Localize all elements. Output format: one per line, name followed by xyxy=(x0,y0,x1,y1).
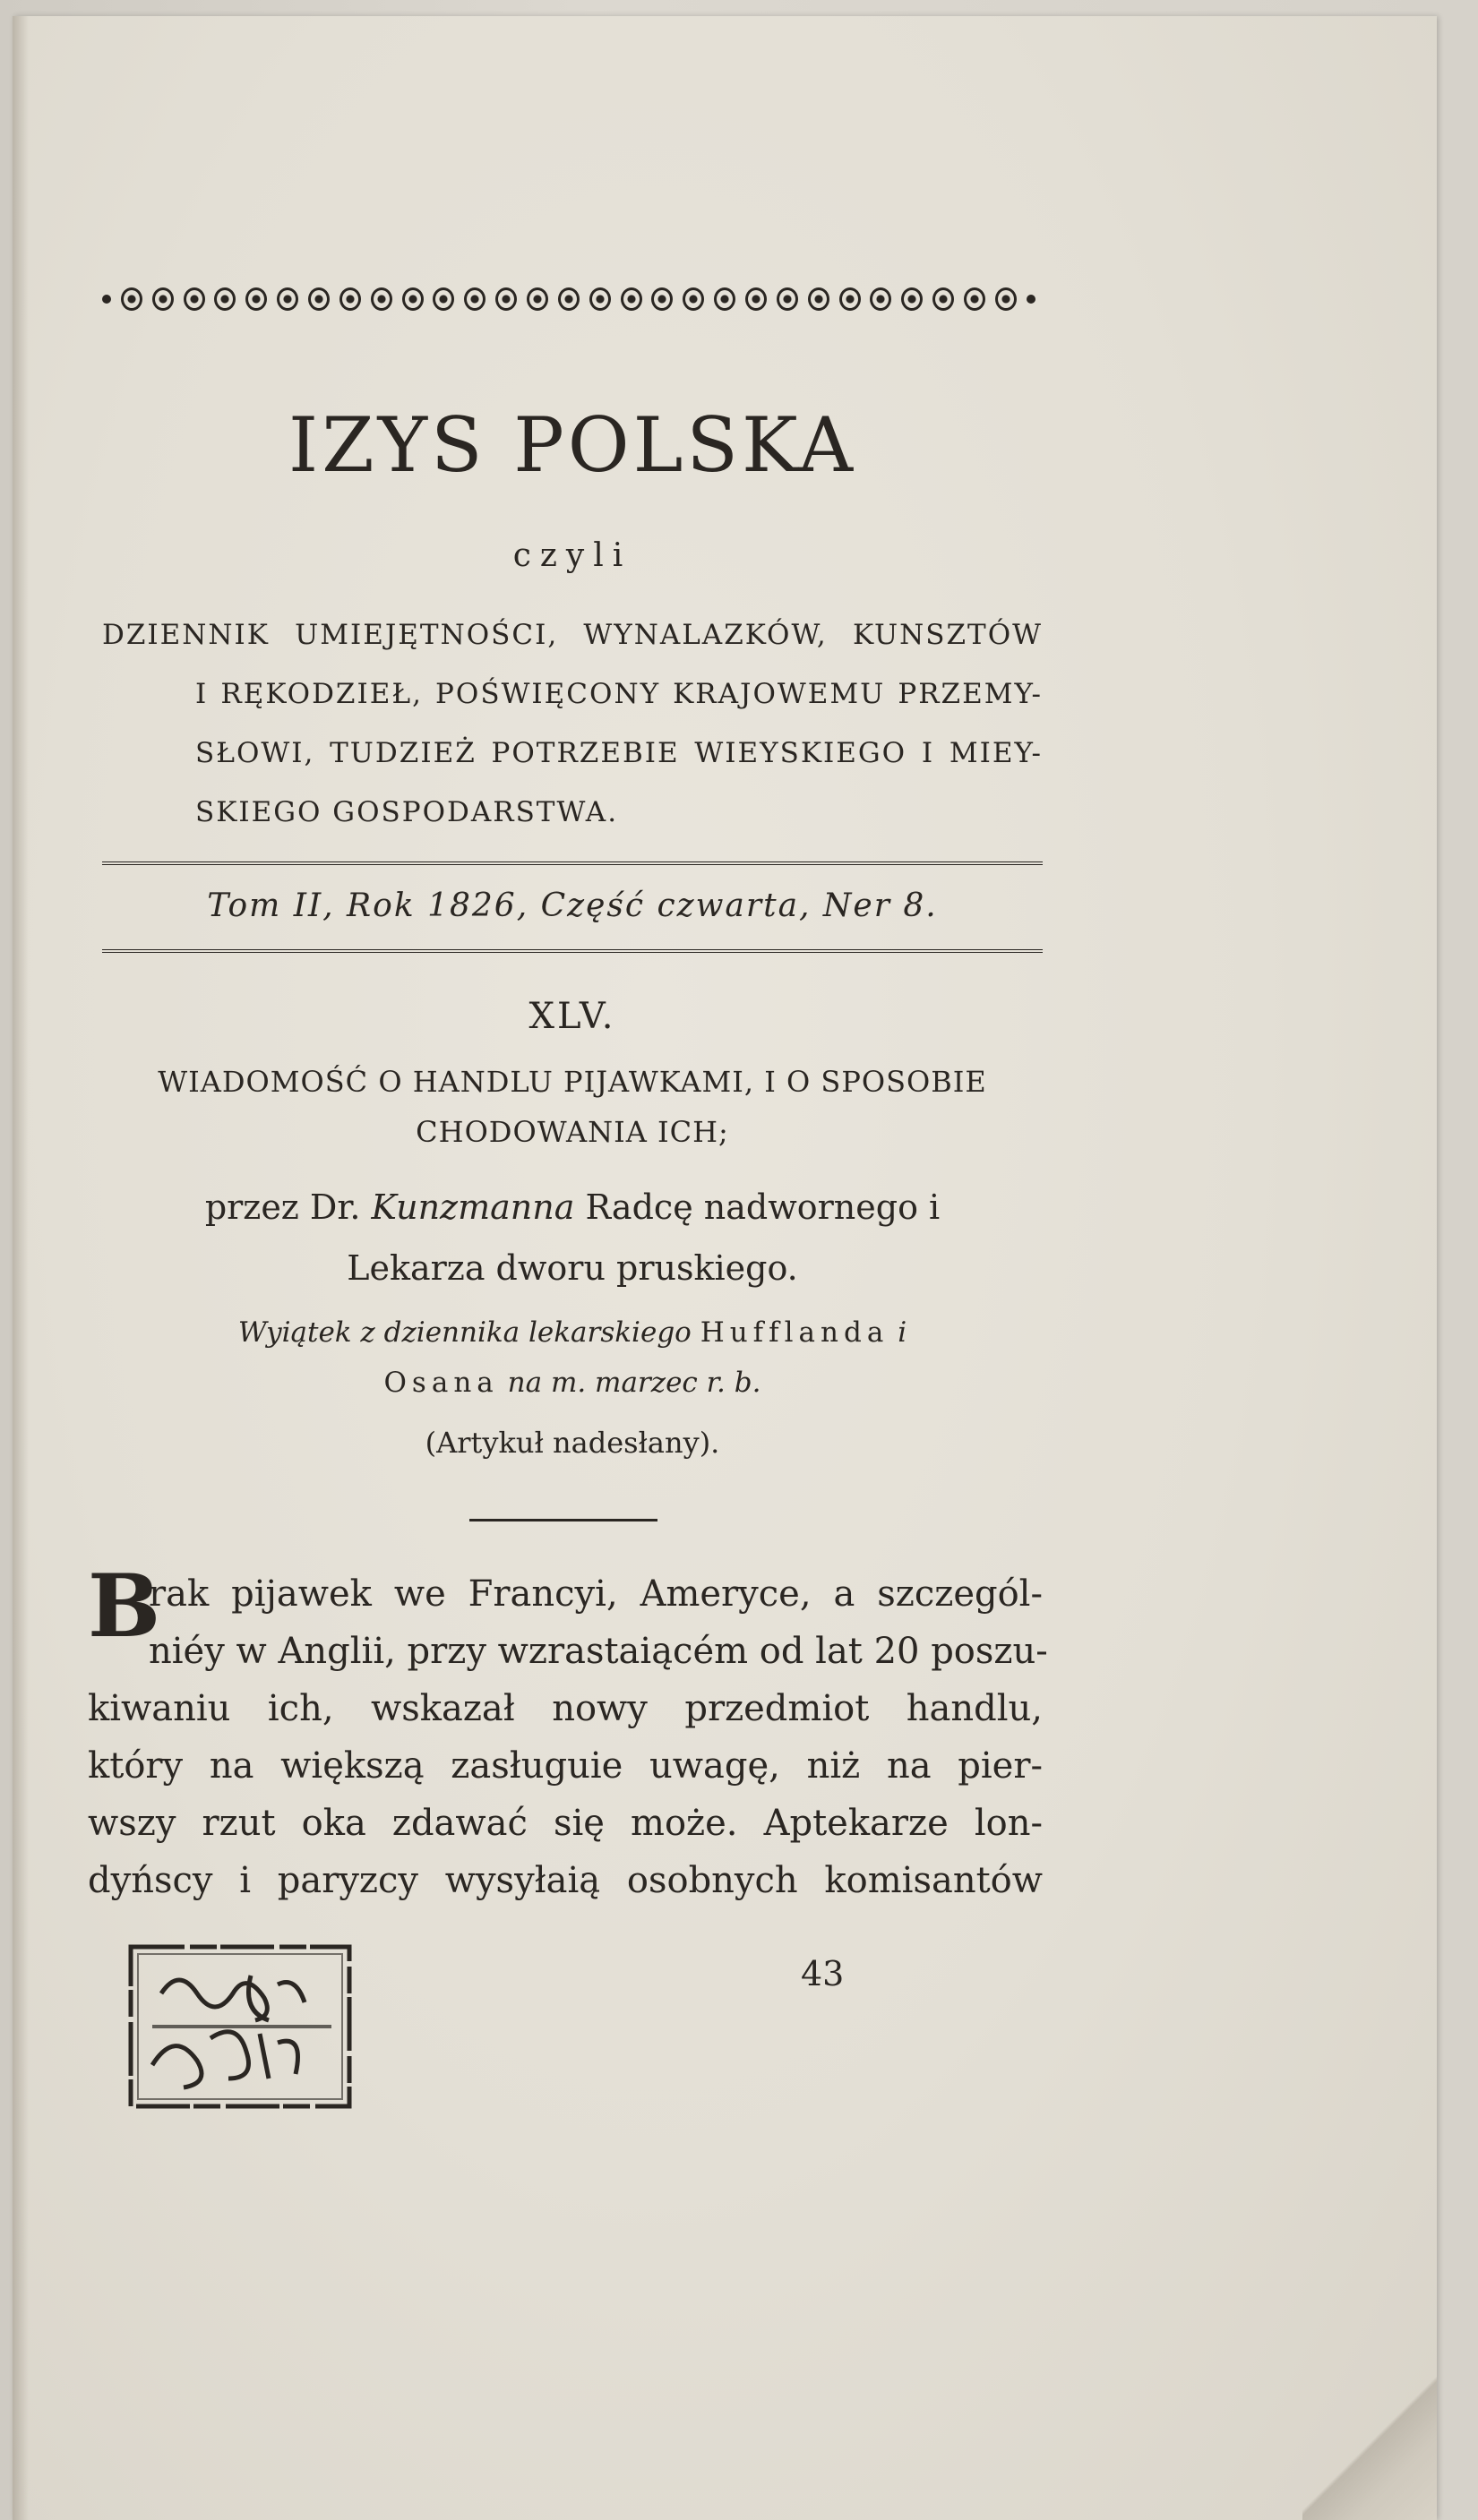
body-line: kiwaniu ich, wskazał nowy przedmiot handlu, xyxy=(88,1688,1043,1729)
source-name-1: Hufflanda xyxy=(700,1316,889,1349)
body-line: wszy rzut oka zdawać się może. Aptekarze lon- xyxy=(88,1803,1043,1844)
body-line: który na większą zasługuie uwagę, niż na pier- xyxy=(88,1745,1043,1787)
article-source xyxy=(102,1307,1043,1408)
journal-conjunction: czyli xyxy=(512,537,632,574)
ornamental-border xyxy=(102,281,1035,317)
headline-line: WIADOMOŚĆ O HANDLU PIJAWKAMI, I O SPOSOBIE xyxy=(158,1065,987,1099)
article-author xyxy=(102,1177,1043,1299)
page-corner-fold xyxy=(1302,2377,1437,2520)
source-name-2: Osana xyxy=(383,1367,499,1399)
issue-line: Tom II, Rok 1826, Część czwarta, Ner 8. xyxy=(207,887,938,924)
source-conjunction: i xyxy=(898,1316,907,1349)
article-headline xyxy=(102,1057,1043,1157)
headline-line: CHODOWANIA ICH; xyxy=(416,1115,729,1149)
header-rule-bottom xyxy=(102,949,1043,956)
article-number: XLV. xyxy=(528,996,616,1037)
body-line: rak pijawek we Francyi, Ameryce, a szczegól- xyxy=(149,1573,1043,1615)
source-line-2 xyxy=(102,1358,1043,1408)
author-suffix: Radcę nadwornego i xyxy=(585,1187,941,1227)
author-name: Kunzmanna xyxy=(371,1187,575,1227)
journal-title: IZYS POLSKA xyxy=(288,401,856,489)
page-number: 43 xyxy=(801,1954,845,1993)
author-line-1 xyxy=(102,1177,1043,1238)
section-divider xyxy=(469,1519,657,1521)
author-line-2: Lekarza dworu pruskiego. xyxy=(347,1248,798,1288)
source-line-1 xyxy=(102,1307,1043,1358)
author-prefix: przez Dr. xyxy=(204,1187,361,1227)
article-body xyxy=(88,1556,1048,1909)
article-note: (Artykuł nadesłany). xyxy=(425,1426,720,1460)
subtitle-line: I RĘKODZIEŁ, POŚWIĘCONY KRAJOWEMU PRZEMY- xyxy=(195,678,1043,710)
drop-cap: B xyxy=(88,1556,161,1657)
library-stamp xyxy=(125,1940,357,2115)
header-rule-top xyxy=(102,861,1043,868)
page-edge-shadow xyxy=(13,16,29,2520)
ornament-end xyxy=(1027,295,1035,304)
document-page xyxy=(13,16,1437,2520)
ornament-end xyxy=(102,295,111,304)
body-line: niéy w Anglii, przy wzrastaiącém od lat 20 poszu- xyxy=(149,1631,1048,1672)
source-date: na m. marzec r. b. xyxy=(507,1367,761,1399)
subtitle-line: SŁOWI, TUDZIEŻ POTRZEBIE WIEYSKIEGO I MIEY- xyxy=(195,737,1043,769)
source-intro: Wyiątek z dziennika lekarskiego xyxy=(237,1316,692,1349)
subtitle-line: DZIENNIK UMIEJĘTNOŚCI, WYNALAZKÓW, KUNSZTÓW xyxy=(102,619,1043,651)
subtitle-line: SKIEGO GOSPODARSTWA. xyxy=(195,796,619,828)
body-line: dyńscy i paryzcy wysyłaią osobnych komisantów xyxy=(88,1860,1043,1901)
journal-subtitle xyxy=(102,605,1043,842)
